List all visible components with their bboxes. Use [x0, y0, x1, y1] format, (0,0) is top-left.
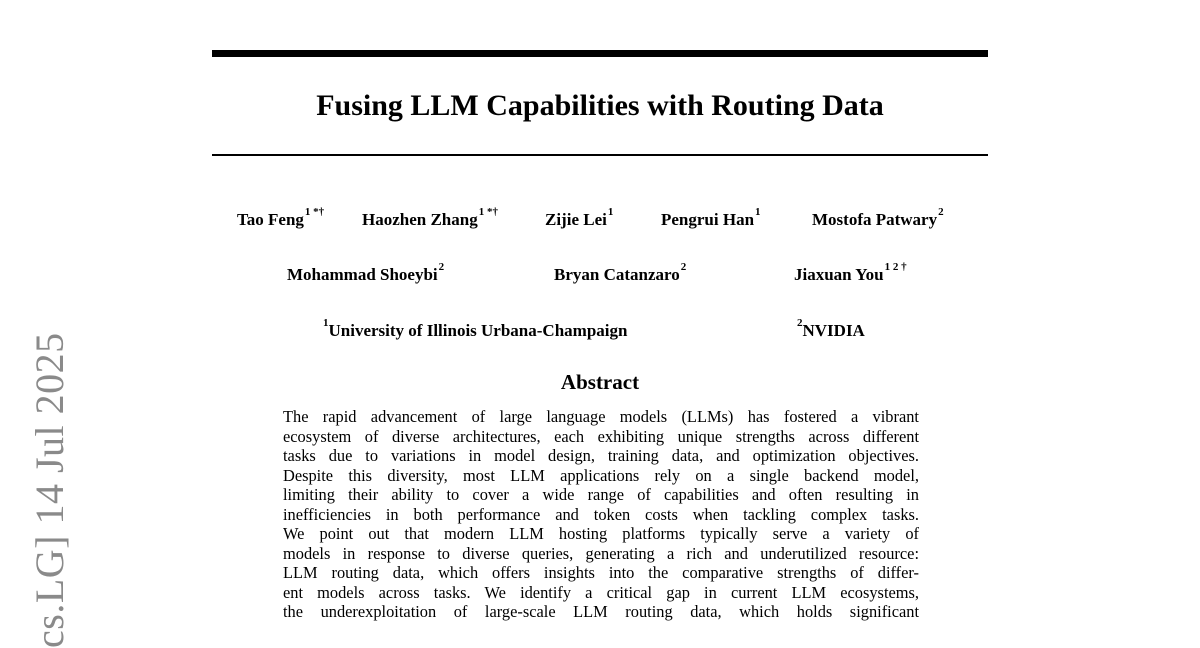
abstract-line: the underexploitation of large-scale LLM routing data, which holds significant [283, 602, 919, 621]
affiliation: $^1$University of Illinois Urbana-Champaign [323, 317, 628, 340]
abstract-line: Despite this diversity, most LLM applications rely on a single backend model, [283, 465, 919, 485]
author: Mostofa Patwary$^2$ [812, 206, 944, 229]
abstract-heading: Abstract [560, 370, 640, 394]
abstract-line: models in response to diverse queries, generating a rich and underutilized resource: [283, 543, 919, 563]
author-row-2 [212, 263, 988, 287]
title-bottom-rule [212, 154, 988, 156]
abstract-line: inefficiencies in both performance and token costs when tackling complex tasks. [283, 504, 919, 524]
abstract-line: ecosystem of diverse architectures, each exhibiting unique strengths across different [283, 426, 919, 446]
abstract-line: LLM routing data, which offers insights into the comparative strengths of differ- [283, 563, 919, 582]
arxiv-side-stamp: cs.LG] 14 Jul 2025 [27, 332, 72, 648]
abstract-line: We point out that modern LLM hosting platforms typically serve a variety of [283, 524, 919, 543]
abstract-line: The rapid advancement of large language models (LLMs) has fostered a vibrant [283, 407, 919, 426]
abstract-line: tasks due to variations in model design, training data, and optimization objectives. [283, 446, 919, 465]
author: Tao Feng$^{1 *\dagger}$ [237, 206, 325, 229]
author: Mohammad Shoeybi$^2$ [287, 261, 445, 284]
abstract-line: limiting their ability to cover a wide range of capabilities and often resulting in [283, 485, 919, 504]
author: Zijie Lei$^1$ [545, 206, 614, 229]
title-top-rule [212, 50, 988, 57]
abstract-body [283, 407, 919, 622]
author: Pengrui Han$^1$ [661, 206, 761, 229]
author: Jiaxuan You$^{1 2 \dagger}$ [794, 261, 907, 284]
author-row-1 [212, 208, 988, 232]
author: Bryan Catanzaro$^2$ [554, 261, 687, 284]
author: Haozhen Zhang$^{1 *\dagger}$ [362, 206, 498, 229]
affiliation: $^2$NVIDIA [797, 317, 865, 340]
abstract-line: ent models across tasks. We identify a critical gap in current LLM ecosystems, [283, 582, 919, 602]
paper-title: Fusing LLM Capabilities with Routing Data [316, 89, 884, 122]
